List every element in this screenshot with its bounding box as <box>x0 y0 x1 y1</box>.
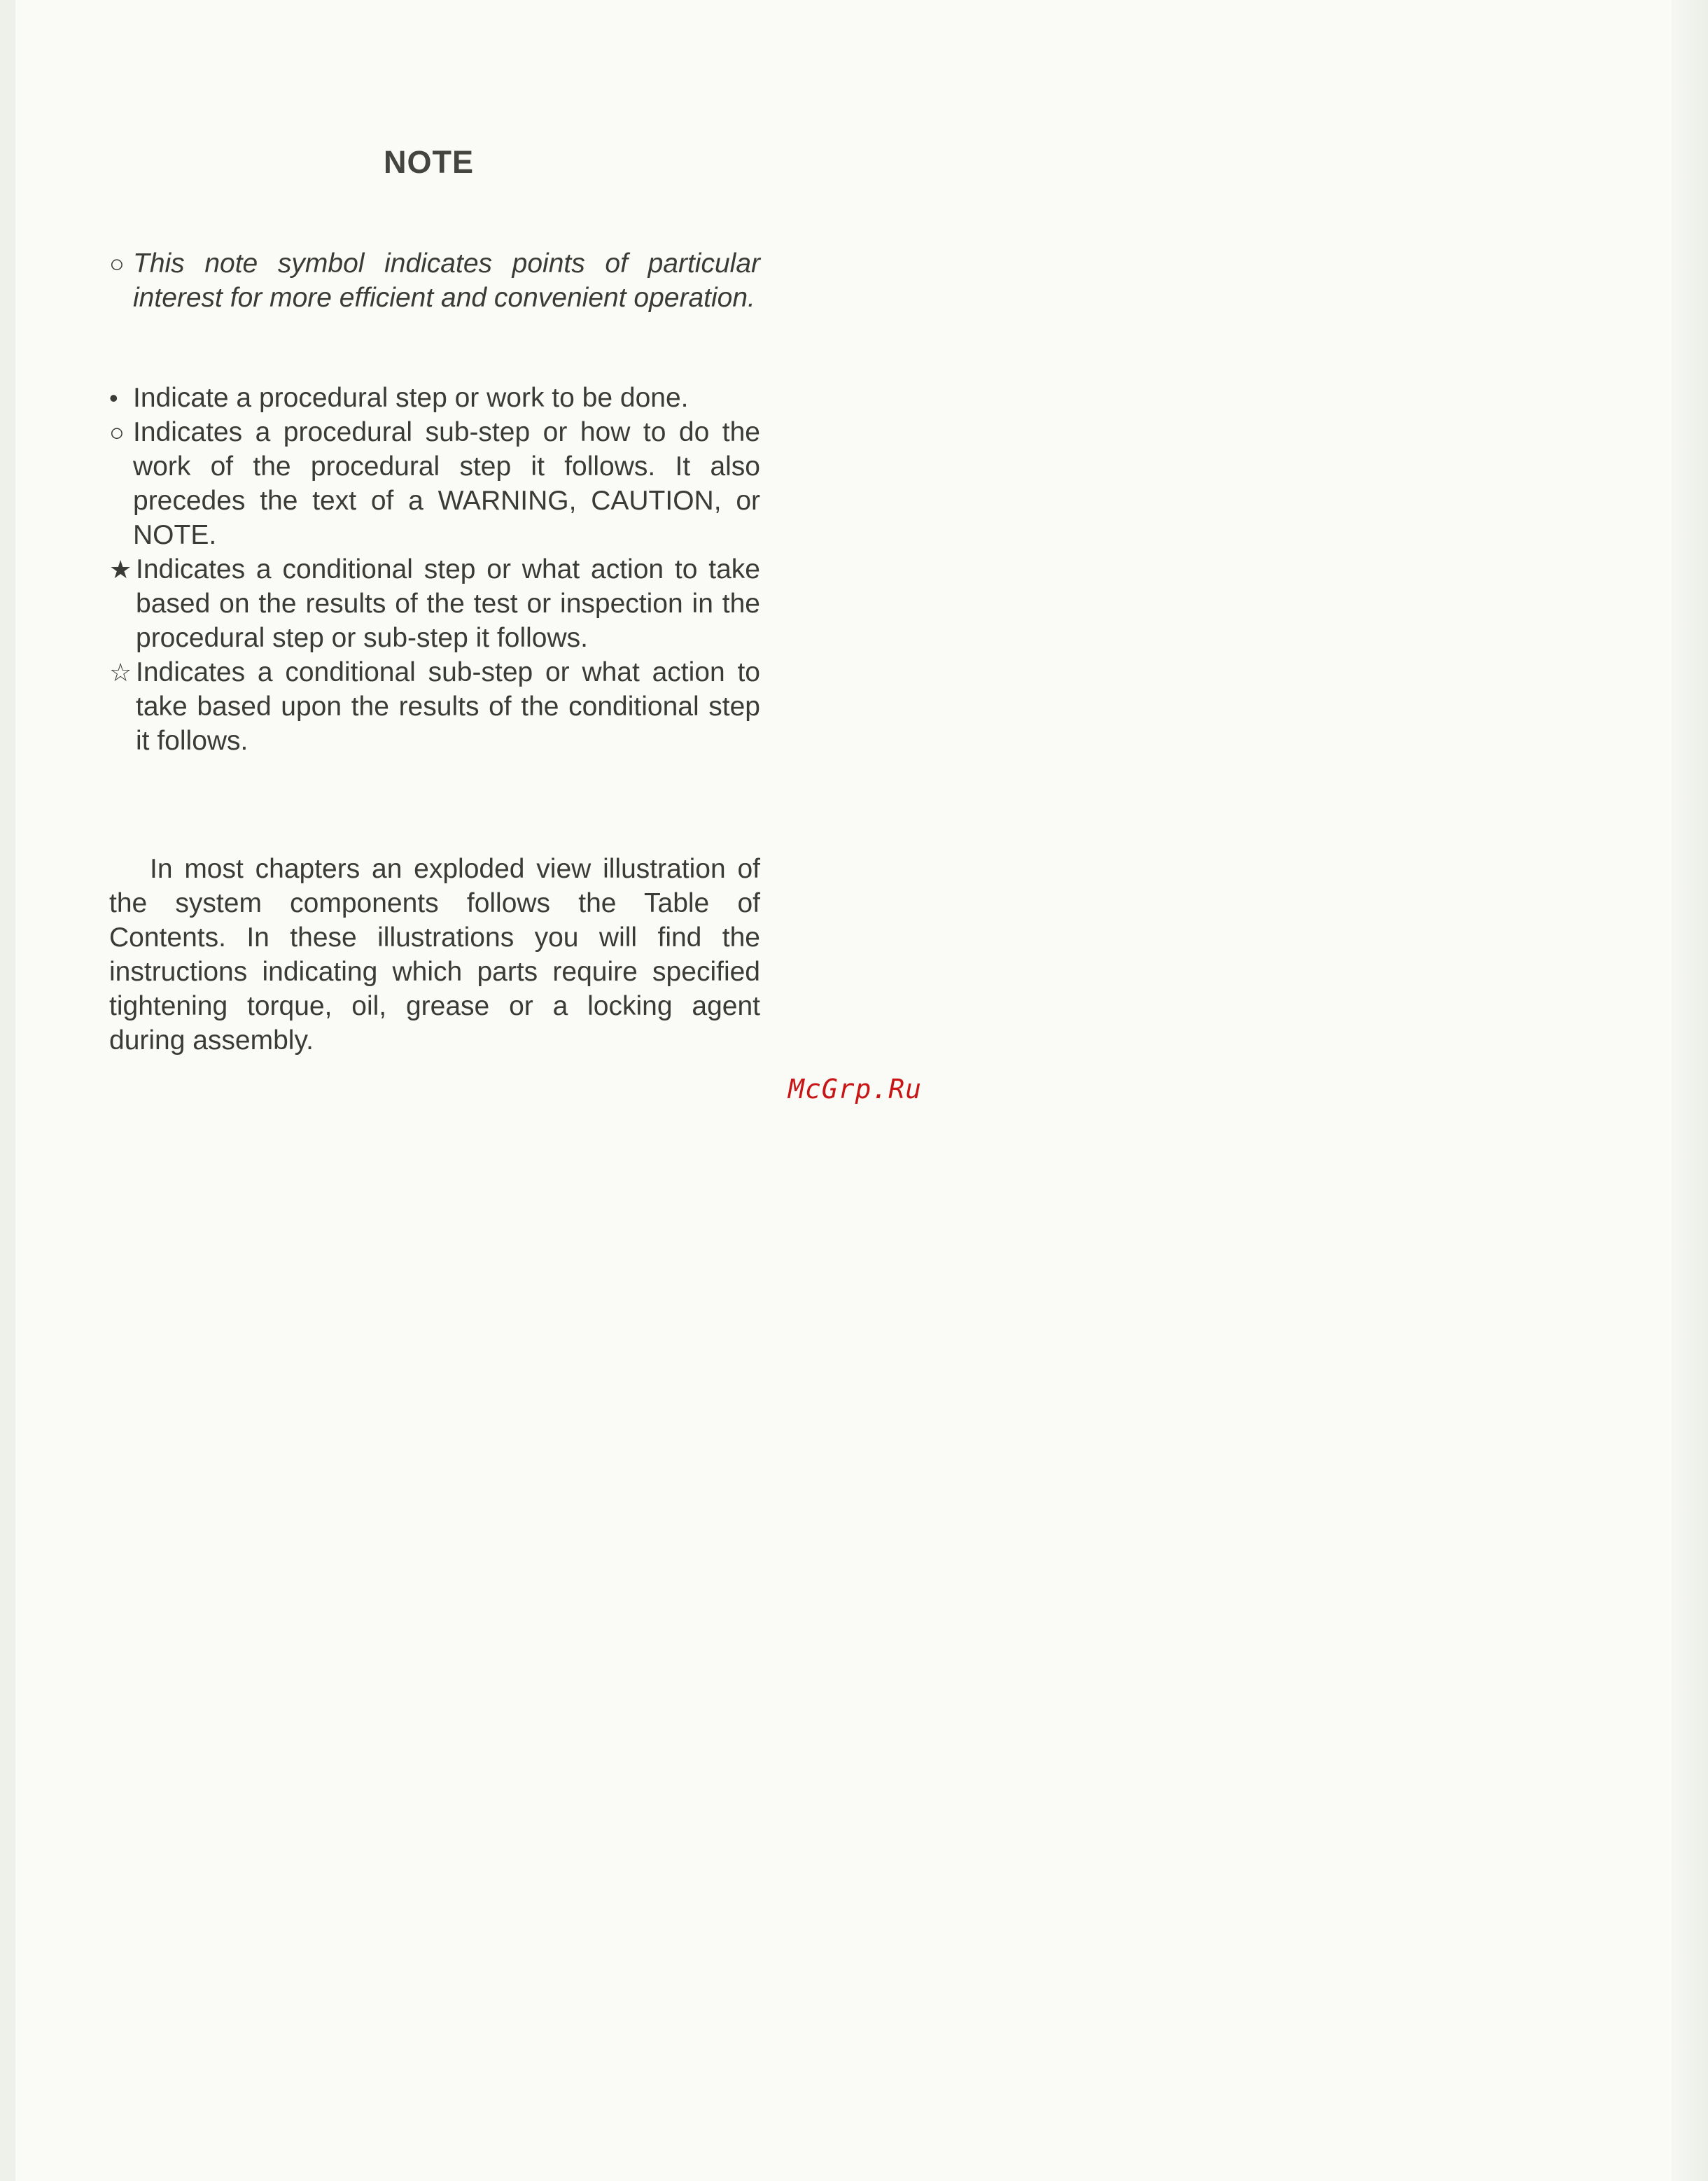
note-intro-entry <box>109 246 760 315</box>
symbol-entry-step <box>109 381 760 415</box>
hollow-circle-icon: ○ <box>109 249 125 278</box>
symbol-legend <box>109 381 760 758</box>
symbol-entry-text: Indicates a procedural sub-step or how to do the work of the procedural step it follows. It also precedes the text of a WARNING, CAUTION, or NOTE. <box>133 417 760 550</box>
page-title: NOTE <box>384 144 475 180</box>
note-intro-text: This note symbol indicates points of particular interest for more efficient and convenient operation. <box>133 248 760 313</box>
symbol-entry-conditional-step <box>109 552 760 655</box>
filled-dot-icon: • <box>109 384 118 412</box>
filled-star-icon: ★ <box>109 555 132 584</box>
watermark: McGrp.Ru <box>788 1074 923 1104</box>
symbol-entry-text: Indicates a conditional step or what action to take based on the results of the test or inspection in the procedural step or sub-step it follows. <box>136 554 760 653</box>
symbol-entry-sub-step <box>109 415 760 552</box>
note-intro <box>109 246 760 315</box>
hollow-star-icon: ☆ <box>109 658 132 687</box>
symbol-entry-text: Indicate a procedural step or work to be done. <box>133 383 689 413</box>
symbol-entry-conditional-sub-step <box>109 655 760 758</box>
symbol-entry-text: Indicates a conditional sub-step or what action to take based upon the results of the conditional step it follows. <box>136 657 760 756</box>
body-paragraph: In most chapters an exploded view illustration of the system components follows the Table of Contents. In these illustrations you will find the instructions indicating which parts require specified tightening torque, oil, grease or a locking agent during assembly. <box>109 854 760 1056</box>
hollow-circle-icon: ○ <box>109 418 125 447</box>
page-edge-left <box>0 0 15 2181</box>
page-edge-right <box>1672 0 1708 2181</box>
